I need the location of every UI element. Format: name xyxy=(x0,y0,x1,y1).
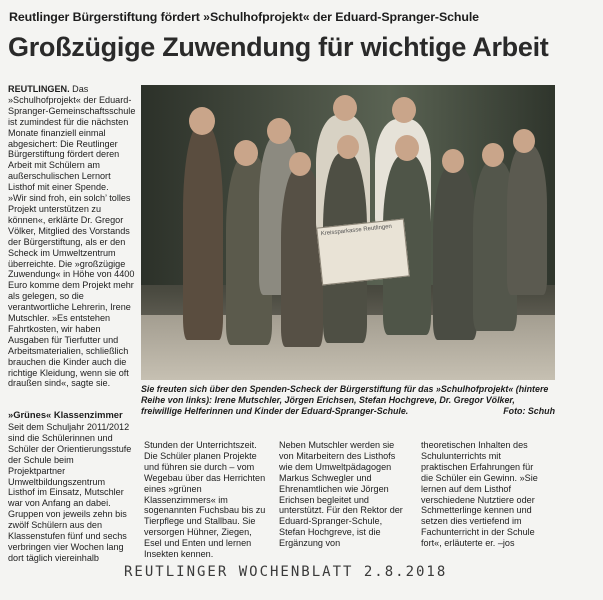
photo-caption xyxy=(141,384,555,418)
section-subhead: »Grünes« Klassenzimmer xyxy=(8,409,123,420)
kicker: Reutlinger Bürgerstiftung fördert »Schulhofprojekt« der Eduard-Spranger-Schule xyxy=(9,10,479,24)
person-head xyxy=(392,97,416,123)
person-figure xyxy=(183,125,223,340)
person-head xyxy=(333,95,357,121)
body-column-3 xyxy=(279,440,404,549)
handwritten-source-note: REUTLINGER WOCHENBLATT 2.8.2018 xyxy=(124,564,448,580)
donation-check xyxy=(316,219,410,286)
body-column-2 xyxy=(144,440,269,560)
dateline: REUTLINGEN. xyxy=(8,84,70,94)
person-head xyxy=(337,135,359,159)
body-column-4 xyxy=(421,440,546,549)
body-text: Neben Mutschler werden sie von Mitarbeitern des Listhofs wie dem Umweltpädagogen Markus Schwegler und Ehrenamtlichen wie Jörgen Erichsen begleitet und unterstützt. Für den Rektor der Eduard-Spranger-Schule, Stefan Hochgreve, ist die Ergänzung von xyxy=(279,440,403,549)
person-head xyxy=(267,118,291,144)
person-head xyxy=(395,135,419,161)
body-column-1 xyxy=(8,422,133,564)
photo-credit: Foto: Schuh xyxy=(503,406,555,417)
check-bank-name: Kreissparkasse Reutlingen xyxy=(320,223,393,238)
quote-paragraph: »Wir sind froh, ein solch’ tolles Projekt unterstützen zu können«, erklärte Dr. Gregor Völker, Mitglied des Vorstands der Bürgerstiftung, als er den Scheck im Umweltzentrum überreichte. Die »großzügige Zuwendung« in Höhe von 4400 Euro komme dem Projekt mehr als gelegen, so die verantwortliche Lehrerin, Irene Mutschler. »Es entstehen Fahrtkosten, wir haben Ausgaben für Tierfutter und Arbeitsmaterialien, schließlich brauchen die Kinder auch die richtige Kleidung, wenn sie oft draußen sind«, sagte sie. xyxy=(8,193,135,389)
caption-text: Sie freuten sich über den Spenden-Scheck der Bürgerstiftung für das »Schulhofprojekt« (hintere Reihe von links): Irene Mutschler, Jörgen Erichsen, Stefan Hochgreve, Dr. Gregor Völker, freiwillige Helferinnen und Kinder der Eduard-Spranger-Schule. xyxy=(141,384,549,417)
person-head xyxy=(189,107,215,135)
person-head xyxy=(513,129,535,153)
person-figure xyxy=(507,145,547,295)
body-text: theoretischen Inhalten des Schulunterrichts mit praktischen Erfahrungen für die Schüler ein Gewinn. »Sie lernen auf dem Listhof verschiedene Nutztiere oder Schmetterlinge kennen und setzen dies vertiefend im Fachunterricht in der Schule fort«, erläuterte er. –jos xyxy=(421,440,538,549)
article-photo xyxy=(141,85,555,380)
person-figure xyxy=(433,165,477,340)
body-text: Seit dem Schuljahr 2011/2012 sind die Schülerinnen und Schüler der Orientierungsstufe der Schule beim Projektpartner Umweltbildungszentrum Listhof im Einsatz, Mutschler war von Anfang an dabei. Gruppen von jeweils zehn bis zwölf Schülern aus den Klassenstufen fünf und sechs verbringen vier Wochen lang dort täglich viereinhalb xyxy=(8,422,132,563)
person-head xyxy=(234,140,258,166)
headline: Großzügige Zuwendung für wichtige Arbeit xyxy=(8,32,549,62)
person-head xyxy=(482,143,504,167)
person-head xyxy=(289,152,311,176)
intro-text: Das »Schulhofprojekt« der Eduard-Spranger-Gemeinschaftsschule ist zumindest für die nächsten Monate finanziell einmal abgesichert: Die Reutlinger Bürgerstiftung fördert deren Arbeit mit Schülern am außerschulischen Lernort Listhof mit einer Spende. xyxy=(8,84,136,193)
person-head xyxy=(442,149,464,173)
intro-column xyxy=(8,84,136,389)
body-text: Stunden der Unterrichtszeit. Die Schüler planen Projekte und führen sie durch – vom Wegebau über das Herrichten eines »grünen Klassenzimmers« im sogenannten Fuchsbau bis zu Tierpflege und Stallbau. Sie versorgen Hühner, Ziegen, Esel und Enten und lernen Insekten kennen. xyxy=(144,440,266,560)
